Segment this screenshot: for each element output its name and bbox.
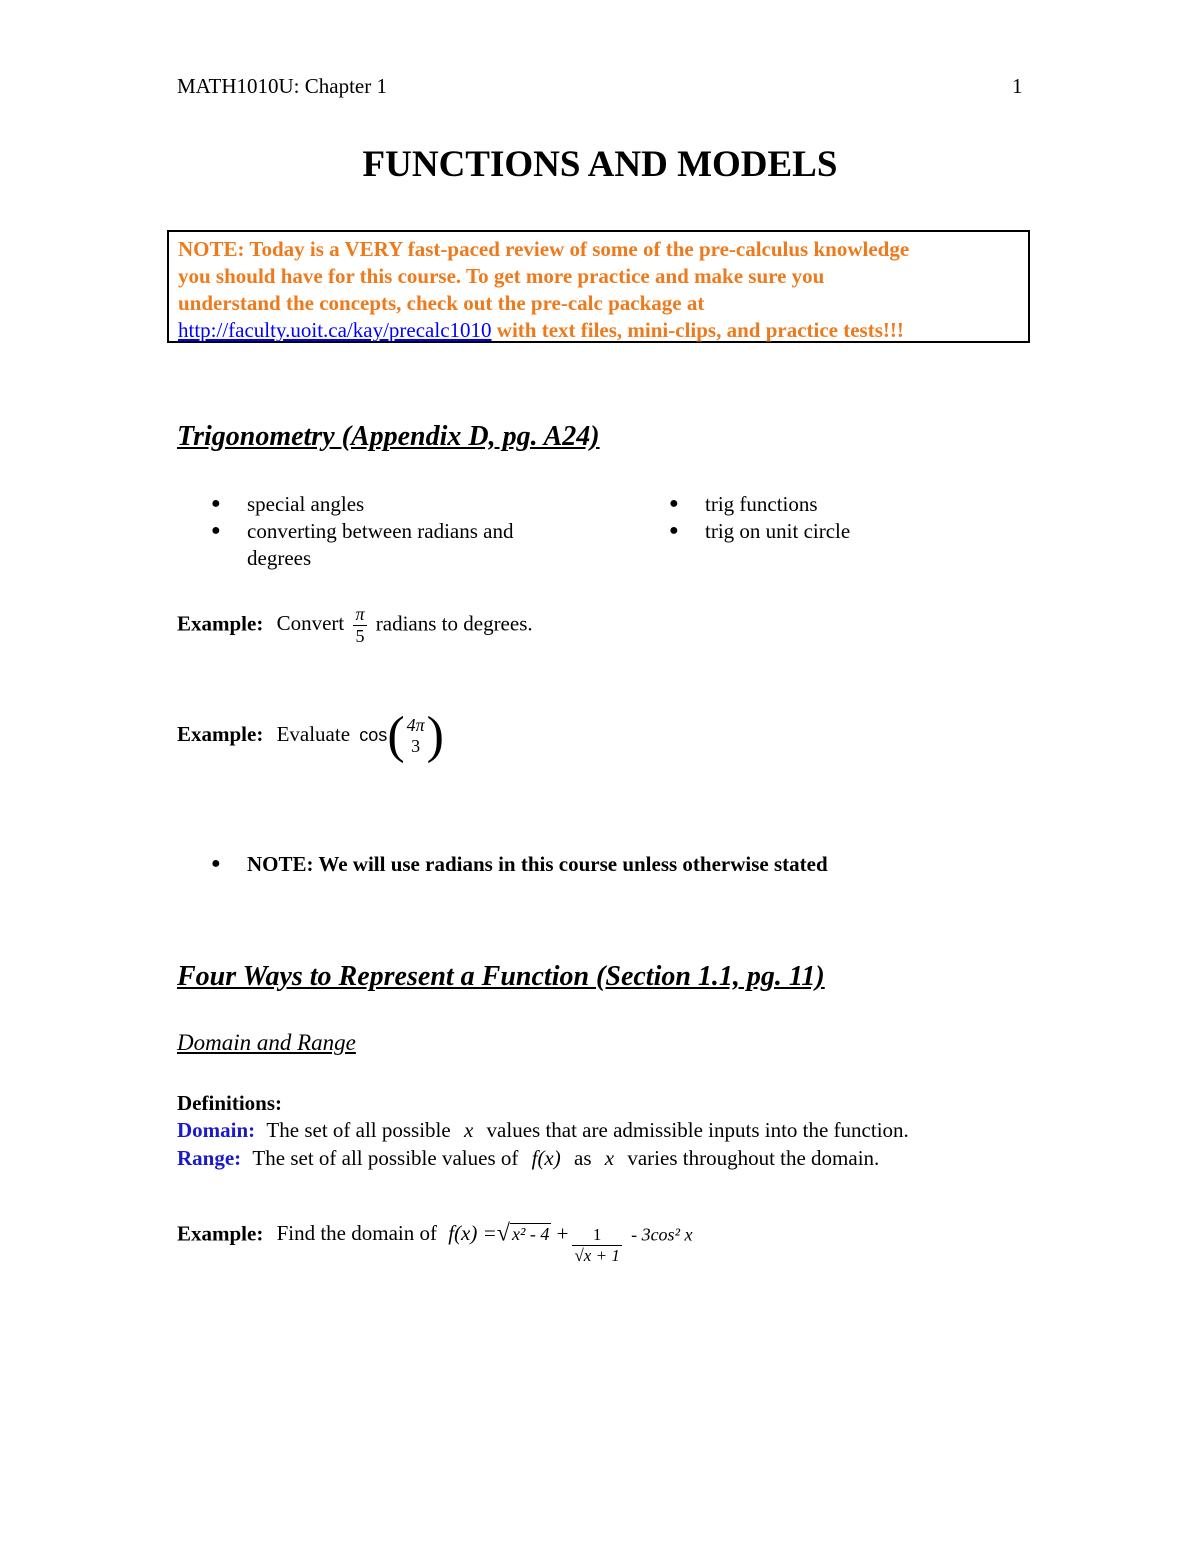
fraction-pi-over-5: $\frac{\pi}{5}$ (355, 604, 365, 646)
fraction-one-over-sqrt: $\frac{1}{√x + 1}$ (574, 1225, 620, 1265)
note-line-2: you should have for this course. To get more practice and make sure you (178, 264, 825, 288)
sqrt-radicand: x² - 4 (511, 1224, 550, 1245)
domain-definition: Domain: The set of all possible x values that are admissible inputs into the function. (177, 1118, 909, 1142)
precalc-link[interactable]: http://faculty.uoit.ca/kay/precalc1010 (178, 318, 492, 342)
note-line-4-rest: with text files, mini-clips, and practice tests!!! (491, 318, 904, 342)
range-definition: Range: The set of all possible values of f(x) as x varies throughout the domain. (177, 1146, 880, 1170)
example-domain: Example: Find the domain of f(x) =√ x² - 4 + $\frac{1}{√x + 1}$ - 3cos² x (177, 1220, 693, 1265)
trigonometry-heading: Trigonometry (Appendix D, pg. A24) (177, 421, 600, 452)
functions-heading: Four Ways to Represent a Function (Section 1.1, pg. 11) (177, 961, 825, 992)
example-evaluate: Example: Evaluate cos( 4π 3 ) (177, 707, 444, 764)
domain-range-subheading: Domain and Range (177, 1030, 356, 1055)
bullet-dot: ● (669, 522, 679, 539)
bullet-unit-circle: ● trig on unit circle (669, 519, 851, 543)
definitions-label: Definitions: (177, 1091, 282, 1115)
sqrt-sign-small: √ (574, 1246, 584, 1265)
bullet-trig-functions: ● trig functions (669, 492, 818, 516)
sqrt-sign: √ (496, 1220, 510, 1247)
example-convert: Example: Convert $\frac{\pi}{5}$ radians to degrees. (177, 604, 533, 646)
bullet-dot: ● (211, 522, 221, 539)
right-paren: ) (426, 707, 444, 764)
left-paren: ( (387, 707, 405, 764)
note-box (167, 230, 1030, 343)
note-line-1: NOTE: Today is a VERY fast-paced review of some of the pre-calculus knowledge (178, 237, 910, 261)
bullet-dot: ● (669, 495, 679, 512)
page-title: FUNCTIONS AND MODELS (362, 144, 838, 185)
note-line-3: understand the concepts, check out the pre-calc package at (178, 291, 705, 315)
bullet-converting-cont: degrees (247, 546, 312, 570)
radians-note: ● NOTE: We will use radians in this course unless otherwise stated (211, 852, 828, 876)
running-header: MATH1010U: Chapter 1 (177, 74, 387, 98)
bullet-dot: ● (211, 855, 221, 872)
bullet-converting: ● converting between radians and (211, 519, 514, 543)
page-number: 1 (1012, 74, 1023, 98)
bullet-dot: ● (211, 495, 221, 512)
bullet-special-angles: ● special angles (211, 492, 365, 516)
note-line-4 (178, 318, 904, 343)
fraction-4pi-over-3: 4π 3 (406, 715, 425, 756)
